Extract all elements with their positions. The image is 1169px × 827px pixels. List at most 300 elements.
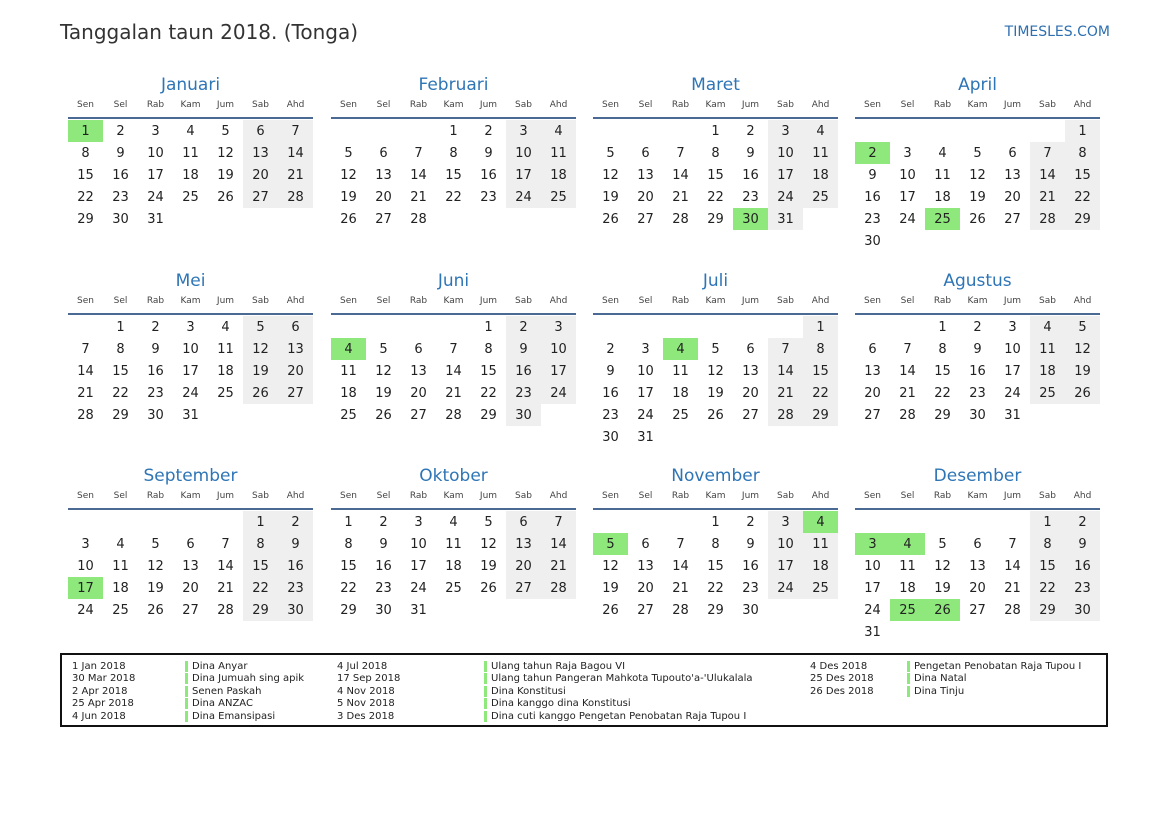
holiday-name: Dina ANZAC bbox=[185, 698, 253, 709]
holiday-name: Dina Jumuah sing apik bbox=[185, 673, 304, 684]
day-cell: 12 bbox=[217, 145, 234, 161]
holiday-day-cell: 2 bbox=[855, 142, 890, 164]
day-cell: 25 bbox=[541, 186, 576, 208]
day-cell: 22 bbox=[445, 189, 462, 205]
day-cell: 30 bbox=[375, 602, 392, 618]
day-cell: 20 bbox=[410, 385, 427, 401]
weekday-label: Kam bbox=[967, 100, 988, 110]
day-cell: 17 bbox=[864, 580, 881, 596]
day-cell: 23 bbox=[742, 580, 759, 596]
day-cell: 12 bbox=[602, 558, 619, 574]
day-cell: 8 bbox=[938, 341, 947, 357]
day-cell: 20 bbox=[637, 580, 654, 596]
day-cell: 31 bbox=[768, 208, 803, 230]
weekday-header bbox=[855, 98, 1100, 119]
day-cell: 18 bbox=[899, 580, 916, 596]
day-cell: 31 bbox=[410, 602, 427, 618]
day-cell: 1 bbox=[344, 514, 353, 530]
day-cell: 16 bbox=[147, 363, 164, 379]
day-cell: 9 bbox=[278, 533, 313, 555]
weekday-label: Jum bbox=[741, 296, 760, 306]
holiday-legend bbox=[60, 653, 1108, 727]
day-cell: 15 bbox=[1030, 555, 1065, 577]
weekday-header bbox=[331, 489, 576, 510]
day-cell: 19 bbox=[340, 189, 357, 205]
day-cell: 18 bbox=[217, 363, 234, 379]
day-cell: 2 bbox=[151, 319, 160, 335]
day-cell: 23 bbox=[602, 407, 619, 423]
day-cell: 11 bbox=[803, 142, 838, 164]
empty-cell bbox=[663, 316, 698, 338]
month-title: September bbox=[143, 466, 238, 486]
weekday-label: Sab bbox=[515, 296, 532, 306]
day-cell: 9 bbox=[484, 145, 493, 161]
day-cell: 14 bbox=[1030, 164, 1065, 186]
day-cell: 5 bbox=[151, 536, 160, 552]
day-cell: 23 bbox=[375, 580, 392, 596]
day-cell: 31 bbox=[637, 429, 654, 445]
day-cell: 11 bbox=[803, 533, 838, 555]
day-cell: 29 bbox=[1030, 599, 1065, 621]
day-cell: 2 bbox=[746, 514, 755, 530]
day-cell: 5 bbox=[711, 341, 720, 357]
day-cell: 8 bbox=[1065, 142, 1100, 164]
weekday-label: Kam bbox=[180, 100, 201, 110]
day-cell: 7 bbox=[903, 341, 912, 357]
day-cell: 14 bbox=[768, 360, 803, 382]
day-cell: 20 bbox=[969, 580, 986, 596]
weekday-label: Rab bbox=[671, 100, 690, 110]
day-cell: 16 bbox=[278, 555, 313, 577]
weekday-label: Sen bbox=[340, 491, 357, 501]
day-cell: 15 bbox=[480, 363, 497, 379]
day-cell: 9 bbox=[868, 167, 877, 183]
day-grid bbox=[68, 511, 313, 621]
day-cell: 8 bbox=[243, 533, 278, 555]
empty-cell bbox=[68, 316, 103, 338]
day-cell: 23 bbox=[147, 385, 164, 401]
holiday-date: 25 Apr 2018 bbox=[72, 698, 134, 710]
weekday-label: Sab bbox=[252, 100, 269, 110]
day-cell: 20 bbox=[637, 189, 654, 205]
day-cell: 26 bbox=[147, 602, 164, 618]
weekday-header bbox=[68, 98, 313, 119]
day-cell: 11 bbox=[934, 167, 951, 183]
day-cell: 22 bbox=[707, 189, 724, 205]
month-desember bbox=[855, 465, 1100, 643]
day-cell: 10 bbox=[541, 338, 576, 360]
holiday-row bbox=[810, 685, 1081, 698]
day-cell: 12 bbox=[602, 167, 619, 183]
day-cell: 14 bbox=[672, 167, 689, 183]
day-cell: 30 bbox=[112, 211, 129, 227]
empty-cell bbox=[960, 511, 995, 533]
day-cell: 29 bbox=[77, 211, 94, 227]
day-cell: 8 bbox=[1030, 533, 1065, 555]
day-cell: 15 bbox=[1065, 164, 1100, 186]
day-cell: 1 bbox=[116, 319, 125, 335]
day-cell: 25 bbox=[1030, 382, 1065, 404]
day-cell: 13 bbox=[742, 363, 759, 379]
holiday-name: Dina Emansipasi bbox=[185, 711, 275, 722]
weekday-label: Sel bbox=[900, 296, 915, 306]
day-cell: 24 bbox=[410, 580, 427, 596]
empty-cell bbox=[1030, 120, 1065, 142]
day-cell: 30 bbox=[742, 602, 759, 618]
weekday-label: Sel bbox=[113, 100, 128, 110]
day-cell: 3 bbox=[768, 120, 803, 142]
brand-link[interactable]: TIMESLES.COM bbox=[1004, 24, 1110, 40]
day-cell: 29 bbox=[112, 407, 129, 423]
weekday-label: Ahd bbox=[1073, 491, 1092, 501]
day-cell: 17 bbox=[768, 555, 803, 577]
day-cell: 31 bbox=[864, 624, 881, 640]
holiday-row bbox=[810, 673, 1081, 686]
empty-cell bbox=[628, 316, 663, 338]
day-cell: 26 bbox=[602, 602, 619, 618]
weekday-label: Kam bbox=[967, 491, 988, 501]
weekday-label: Sel bbox=[638, 296, 653, 306]
day-cell: 15 bbox=[445, 167, 462, 183]
day-cell: 10 bbox=[768, 533, 803, 555]
day-cell: 21 bbox=[541, 555, 576, 577]
weekday-label: Rab bbox=[671, 491, 690, 501]
day-cell: 8 bbox=[344, 536, 353, 552]
day-cell: 26 bbox=[217, 189, 234, 205]
day-cell: 9 bbox=[1065, 533, 1100, 555]
day-cell: 15 bbox=[803, 360, 838, 382]
holiday-date: 1 Jan 2018 bbox=[72, 660, 126, 672]
day-cell: 5 bbox=[344, 145, 353, 161]
day-cell: 17 bbox=[541, 360, 576, 382]
page-title: Tanggalan taun 2018. (Tonga) bbox=[60, 20, 359, 44]
day-cell: 15 bbox=[707, 167, 724, 183]
empty-cell bbox=[593, 120, 628, 142]
day-cell: 25 bbox=[803, 577, 838, 599]
month-title: Mei bbox=[175, 271, 206, 291]
day-cell: 17 bbox=[147, 167, 164, 183]
weekday-label: Sab bbox=[252, 296, 269, 306]
weekday-label: Sen bbox=[602, 296, 619, 306]
day-cell: 4 bbox=[116, 536, 125, 552]
weekday-label: Ahd bbox=[811, 491, 830, 501]
day-cell: 24 bbox=[768, 186, 803, 208]
day-cell: 3 bbox=[506, 120, 541, 142]
day-cell: 8 bbox=[484, 341, 493, 357]
day-cell: 28 bbox=[672, 602, 689, 618]
day-cell: 9 bbox=[379, 536, 388, 552]
weekday-label: Kam bbox=[443, 100, 464, 110]
day-cell: 1 bbox=[243, 511, 278, 533]
day-cell: 16 bbox=[480, 167, 497, 183]
weekday-label: Sel bbox=[638, 100, 653, 110]
day-cell: 18 bbox=[340, 385, 357, 401]
day-grid bbox=[593, 120, 838, 230]
weekday-label: Jum bbox=[216, 100, 235, 110]
day-cell: 7 bbox=[541, 511, 576, 533]
day-cell: 14 bbox=[445, 363, 462, 379]
holiday-name: Pengetan Penobatan Raja Tupou I bbox=[907, 661, 1081, 672]
day-cell: 22 bbox=[480, 385, 497, 401]
day-cell: 17 bbox=[899, 189, 916, 205]
weekday-label: Sen bbox=[864, 296, 881, 306]
day-cell: 27 bbox=[506, 577, 541, 599]
day-cell: 7 bbox=[768, 338, 803, 360]
empty-cell bbox=[331, 120, 366, 142]
day-cell: 3 bbox=[151, 123, 160, 139]
day-cell: 6 bbox=[243, 120, 278, 142]
weekday-label: Ahd bbox=[1073, 296, 1092, 306]
empty-cell bbox=[366, 316, 401, 338]
day-cell: 20 bbox=[243, 164, 278, 186]
day-cell: 30 bbox=[147, 407, 164, 423]
day-cell: 13 bbox=[506, 533, 541, 555]
holiday-name: Ulang tahun Raja Bagou VI bbox=[484, 661, 625, 672]
day-cell: 17 bbox=[182, 363, 199, 379]
day-cell: 21 bbox=[1004, 580, 1021, 596]
day-cell: 6 bbox=[379, 145, 388, 161]
day-cell: 21 bbox=[768, 382, 803, 404]
day-cell: 21 bbox=[410, 189, 427, 205]
day-cell: 3 bbox=[641, 341, 650, 357]
day-cell: 2 bbox=[1065, 511, 1100, 533]
day-cell: 7 bbox=[221, 536, 230, 552]
weekday-label: Sel bbox=[113, 296, 128, 306]
day-cell: 1 bbox=[711, 514, 720, 530]
empty-cell bbox=[663, 511, 698, 533]
day-cell: 27 bbox=[637, 211, 654, 227]
weekday-header bbox=[593, 98, 838, 119]
day-cell: 22 bbox=[112, 385, 129, 401]
month-juli bbox=[593, 270, 838, 448]
weekday-label: Kam bbox=[443, 296, 464, 306]
day-cell: 17 bbox=[1004, 363, 1021, 379]
day-cell: 4 bbox=[1030, 316, 1065, 338]
holiday-row bbox=[810, 660, 1081, 673]
day-cell: 22 bbox=[803, 382, 838, 404]
day-cell: 7 bbox=[414, 145, 423, 161]
weekday-label: Sen bbox=[864, 100, 881, 110]
month-september bbox=[68, 465, 313, 621]
day-cell: 1 bbox=[938, 319, 947, 335]
holiday-name: Dina Anyar bbox=[185, 661, 247, 672]
day-cell: 18 bbox=[803, 164, 838, 186]
day-cell: 25 bbox=[340, 407, 357, 423]
day-cell: 24 bbox=[864, 602, 881, 618]
day-cell: 2 bbox=[379, 514, 388, 530]
weekday-label: Sab bbox=[1039, 100, 1056, 110]
day-cell: 13 bbox=[410, 363, 427, 379]
weekday-label: Kam bbox=[180, 296, 201, 306]
day-cell: 7 bbox=[676, 145, 685, 161]
day-cell: 21 bbox=[445, 385, 462, 401]
day-cell: 23 bbox=[278, 577, 313, 599]
empty-cell bbox=[208, 511, 243, 533]
day-cell: 9 bbox=[606, 363, 615, 379]
empty-cell bbox=[855, 316, 890, 338]
day-cell: 27 bbox=[182, 602, 199, 618]
day-cell: 7 bbox=[449, 341, 458, 357]
day-cell: 2 bbox=[746, 123, 755, 139]
day-cell: 11 bbox=[182, 145, 199, 161]
weekday-label: Jum bbox=[1003, 491, 1022, 501]
holiday-day-cell: 4 bbox=[331, 338, 366, 360]
day-cell: 27 bbox=[375, 211, 392, 227]
day-grid bbox=[855, 120, 1100, 252]
holiday-day-cell: 4 bbox=[663, 338, 698, 360]
day-cell: 14 bbox=[77, 363, 94, 379]
day-cell: 5 bbox=[1065, 316, 1100, 338]
month-juni bbox=[331, 270, 576, 426]
day-cell: 8 bbox=[81, 145, 90, 161]
weekday-label: Sel bbox=[900, 100, 915, 110]
weekday-label: Kam bbox=[180, 491, 201, 501]
weekday-label: Ahd bbox=[286, 100, 305, 110]
day-grid bbox=[68, 316, 313, 426]
weekday-label: Kam bbox=[443, 491, 464, 501]
day-cell: 29 bbox=[480, 407, 497, 423]
day-cell: 26 bbox=[340, 211, 357, 227]
day-cell: 28 bbox=[445, 407, 462, 423]
weekday-label: Jum bbox=[479, 296, 498, 306]
weekday-label: Rab bbox=[409, 100, 428, 110]
month-januari bbox=[68, 74, 313, 230]
day-cell: 15 bbox=[934, 363, 951, 379]
month-title: Januari bbox=[160, 75, 221, 95]
day-cell: 9 bbox=[973, 341, 982, 357]
weekday-label: Sab bbox=[777, 491, 794, 501]
weekday-label: Sen bbox=[340, 100, 357, 110]
empty-cell bbox=[855, 511, 890, 533]
weekday-label: Ahd bbox=[811, 100, 830, 110]
holiday-date: 30 Mar 2018 bbox=[72, 673, 136, 685]
day-cell: 24 bbox=[147, 189, 164, 205]
day-cell: 1 bbox=[711, 123, 720, 139]
day-cell: 25 bbox=[672, 407, 689, 423]
holiday-row bbox=[72, 660, 304, 673]
day-cell: 13 bbox=[375, 167, 392, 183]
weekday-label: Sab bbox=[777, 296, 794, 306]
day-cell: 24 bbox=[768, 577, 803, 599]
day-cell: 29 bbox=[707, 211, 724, 227]
day-cell: 1 bbox=[484, 319, 493, 335]
weekday-label: Sel bbox=[376, 100, 391, 110]
weekday-label: Sel bbox=[376, 491, 391, 501]
day-cell: 14 bbox=[899, 363, 916, 379]
holiday-row bbox=[337, 698, 753, 711]
day-cell: 1 bbox=[449, 123, 458, 139]
weekday-header bbox=[331, 294, 576, 315]
holiday-date: 2 Apr 2018 bbox=[72, 685, 128, 697]
empty-cell bbox=[593, 316, 628, 338]
day-cell: 30 bbox=[1065, 599, 1100, 621]
day-cell: 12 bbox=[375, 363, 392, 379]
weekday-label: Ahd bbox=[286, 491, 305, 501]
month-februari bbox=[331, 74, 576, 230]
day-cell: 10 bbox=[182, 341, 199, 357]
weekday-label: Jum bbox=[741, 100, 760, 110]
day-cell: 3 bbox=[81, 536, 90, 552]
day-cell: 6 bbox=[746, 341, 755, 357]
day-cell: 19 bbox=[243, 360, 278, 382]
day-cell: 4 bbox=[186, 123, 195, 139]
day-cell: 6 bbox=[186, 536, 195, 552]
weekday-label: Sel bbox=[900, 491, 915, 501]
empty-cell bbox=[628, 120, 663, 142]
day-cell: 23 bbox=[480, 189, 497, 205]
day-cell: 9 bbox=[116, 145, 125, 161]
weekday-label: Rab bbox=[671, 296, 690, 306]
day-cell: 21 bbox=[672, 189, 689, 205]
day-cell: 19 bbox=[375, 385, 392, 401]
day-cell: 8 bbox=[711, 536, 720, 552]
month-april bbox=[855, 74, 1100, 252]
day-cell: 24 bbox=[541, 382, 576, 404]
month-title: Desember bbox=[933, 466, 1022, 486]
day-cell: 14 bbox=[541, 533, 576, 555]
day-cell: 12 bbox=[969, 167, 986, 183]
day-cell: 14 bbox=[410, 167, 427, 183]
day-cell: 21 bbox=[1030, 186, 1065, 208]
day-cell: 24 bbox=[637, 407, 654, 423]
day-cell: 16 bbox=[864, 189, 881, 205]
day-cell: 19 bbox=[969, 189, 986, 205]
day-grid bbox=[593, 316, 838, 448]
day-cell: 21 bbox=[899, 385, 916, 401]
weekday-label: Rab bbox=[933, 491, 952, 501]
weekday-label: Sel bbox=[376, 296, 391, 306]
day-cell: 22 bbox=[934, 385, 951, 401]
day-cell: 28 bbox=[768, 404, 803, 426]
day-cell: 26 bbox=[602, 211, 619, 227]
weekday-label: Jum bbox=[216, 296, 235, 306]
day-cell: 11 bbox=[112, 558, 129, 574]
day-cell: 14 bbox=[672, 558, 689, 574]
weekday-header bbox=[68, 294, 313, 315]
day-cell: 8 bbox=[116, 341, 125, 357]
holiday-row bbox=[72, 673, 304, 686]
day-cell: 27 bbox=[864, 407, 881, 423]
weekday-label: Sab bbox=[777, 100, 794, 110]
month-title: Februari bbox=[418, 75, 489, 95]
day-cell: 6 bbox=[973, 536, 982, 552]
day-cell: 31 bbox=[1004, 407, 1021, 423]
holiday-day-cell: 26 bbox=[925, 599, 960, 621]
weekday-label: Jum bbox=[216, 491, 235, 501]
day-cell: 2 bbox=[484, 123, 493, 139]
empty-cell bbox=[663, 120, 698, 142]
day-cell: 22 bbox=[1065, 186, 1100, 208]
month-title: April bbox=[958, 75, 997, 95]
day-cell: 7 bbox=[81, 341, 90, 357]
holiday-row bbox=[72, 698, 304, 711]
day-cell: 28 bbox=[278, 186, 313, 208]
day-grid bbox=[855, 511, 1100, 643]
day-cell: 29 bbox=[243, 599, 278, 621]
day-cell: 6 bbox=[506, 511, 541, 533]
day-cell: 2 bbox=[606, 341, 615, 357]
day-cell: 27 bbox=[1004, 211, 1021, 227]
day-cell: 18 bbox=[182, 167, 199, 183]
day-cell: 23 bbox=[969, 385, 986, 401]
day-cell: 5 bbox=[606, 145, 615, 161]
day-cell: 6 bbox=[1008, 145, 1017, 161]
day-cell: 25 bbox=[803, 186, 838, 208]
weekday-header bbox=[855, 489, 1100, 510]
day-cell: 13 bbox=[243, 142, 278, 164]
day-cell: 5 bbox=[243, 316, 278, 338]
weekday-label: Ahd bbox=[286, 296, 305, 306]
